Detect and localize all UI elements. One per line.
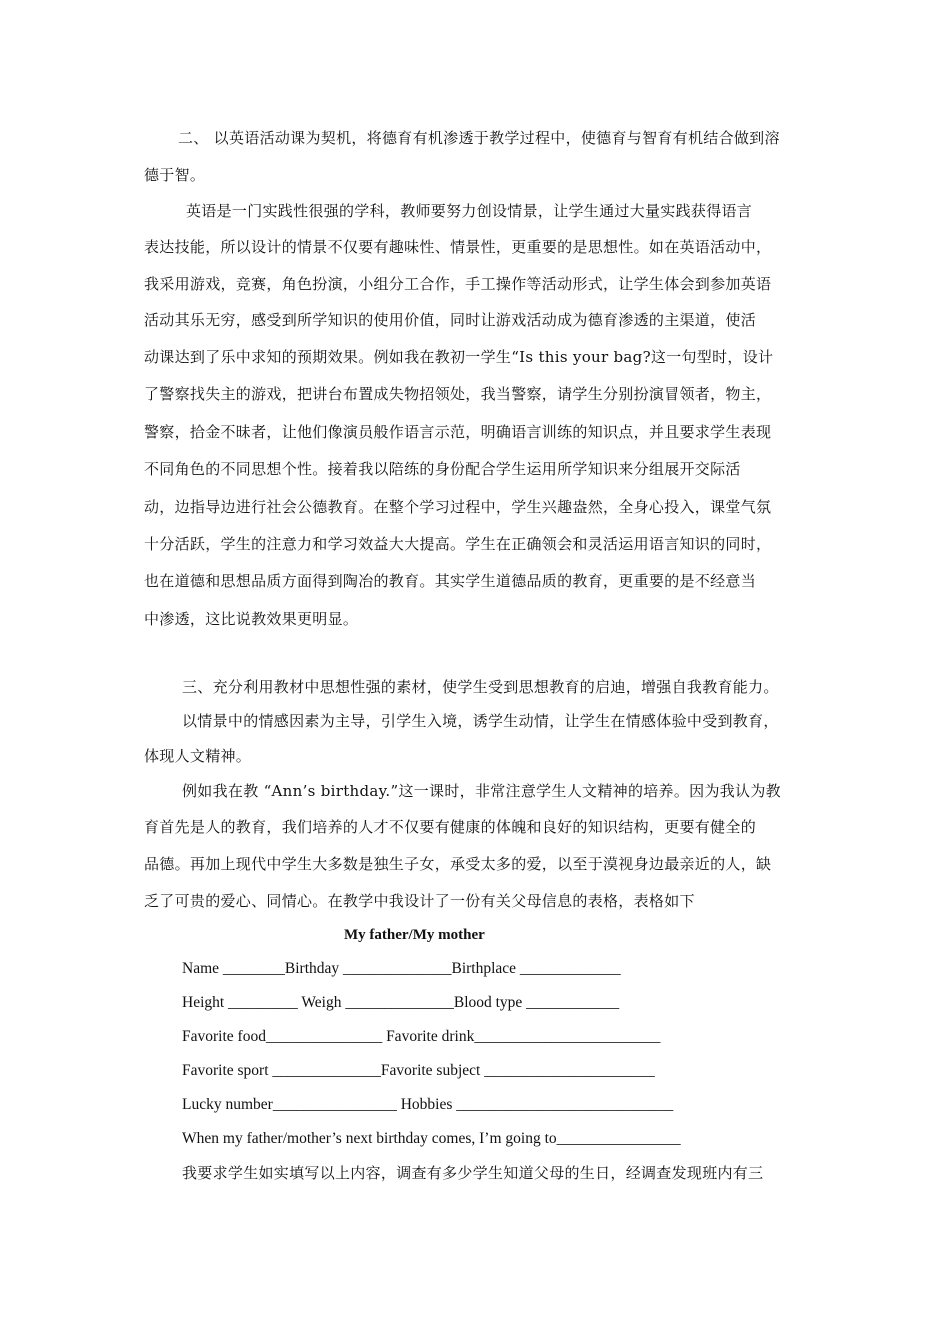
section-2-paragraph-line: 动，边指导边进行社会公德教育。在整个学习过程中，学生兴趣盎然，全身心投入，课堂气氛 (144, 498, 772, 516)
section-2-paragraph-line: 不同角色的不同思想个性。接着我以陪练的身份配合学生运用所学知识来分组展开交际活 (144, 460, 741, 478)
form-row: Lucky number________________ Hobbies ____________________________ (182, 1096, 674, 1113)
form-row: Height _________ Weigh ______________Blood type ____________ (182, 994, 620, 1011)
section-3-paragraph-line: 以情景中的情感因素为主导，引学生入境，诱学生动情，让学生在情感体验中受到教育， (182, 712, 779, 730)
section-2-paragraph-line: 了警察找失主的游戏，把讲台布置成失物招领处，我当警察，请学生分别扮演冒领者，物主， (144, 385, 772, 403)
form-row: When my father/mother’s next birthday comes, I’m going to________________ (182, 1130, 681, 1147)
section-3-heading: 三、充分利用教材中思想性强的素材，使学生受到思想教育的启迪，增强自我教育能力。 (182, 678, 779, 696)
form-row: Name ________Birthday ______________Birthplace _____________ (182, 960, 621, 977)
form-row: Favorite food_______________ Favorite drink________________________ (182, 1028, 661, 1045)
section-2-paragraph-line: 警察，拾金不昧者，让他们像演员般作语言示范，明确语言训练的知识点，并且要求学生表现 (144, 423, 772, 441)
section-2-paragraph-line: 活动其乐无穷，感受到所学知识的使用价值，同时让游戏活动成为德育渗透的主渠道，使活 (144, 311, 757, 329)
section-3-paragraph-line: 品德。再加上现代中学生大多数是独生子女，承受太多的爱，以至于漠视身边最亲近的人，缺 (144, 855, 772, 873)
section-3-paragraph-line: 乏了可贵的爱心、同情心。在教学中我设计了一份有关父母信息的表格，表格如下 (144, 892, 695, 910)
section-2-paragraph-line: 中渗透，这比说教效果更明显。 (144, 610, 359, 628)
form-row: Favorite sport ______________Favorite subject ______________________ (182, 1062, 655, 1079)
section-2-paragraph-line: 英语是一门实践性很强的学科，教师要努力创设情景，让学生通过大量实践获得语言 (186, 202, 753, 220)
form-title: My father/My mother (344, 927, 485, 943)
section-2-paragraph-line: 我采用游戏，竞赛，角色扮演，小组分工合作，手工操作等活动形式，让学生体会到参加英语 (144, 275, 772, 293)
section-3-paragraph-line: 例如我在教 “Ann’s birthday.”这一课时，非常注意学生人文精神的培养。因为我认为教 (182, 782, 781, 800)
section-3-paragraph-line: 育首先是人的教育，我们培养的人才不仅要有健康的体魄和良好的知识结构，更要有健全的 (144, 818, 757, 836)
section-3-paragraph-line: 体现人文精神。 (144, 747, 252, 765)
section-2-heading-line-2: 德于智。 (144, 166, 206, 184)
section-2-paragraph-line: 动课达到了乐中求知的预期效果。例如我在教初一学生“Is this your bag?这一句型时，设计 (144, 348, 774, 366)
section-2-paragraph-line: 表达技能，所以设计的情景不仅要有趣味性、情景性，更重要的是思想性。如在英语活动中， (144, 238, 772, 256)
section-2-paragraph-line: 十分活跃，学生的注意力和学习效益大大提高。学生在正确领会和灵活运用语言知识的同时， (144, 535, 772, 553)
section-2-heading-line-1: 二、 以英语活动课为契机，将德育有机渗透于教学过程中，使德育与智育有机结合做到溶 (178, 129, 780, 147)
section-2-paragraph-line: 也在道德和思想品质方面得到陶冶的教育。其实学生道德品质的教育，更重要的是不经意当 (144, 572, 757, 590)
closing-paragraph-line: 我要求学生如实填写以上内容，调查有多少学生知道父母的生日，经调查发现班内有三 (182, 1164, 764, 1182)
